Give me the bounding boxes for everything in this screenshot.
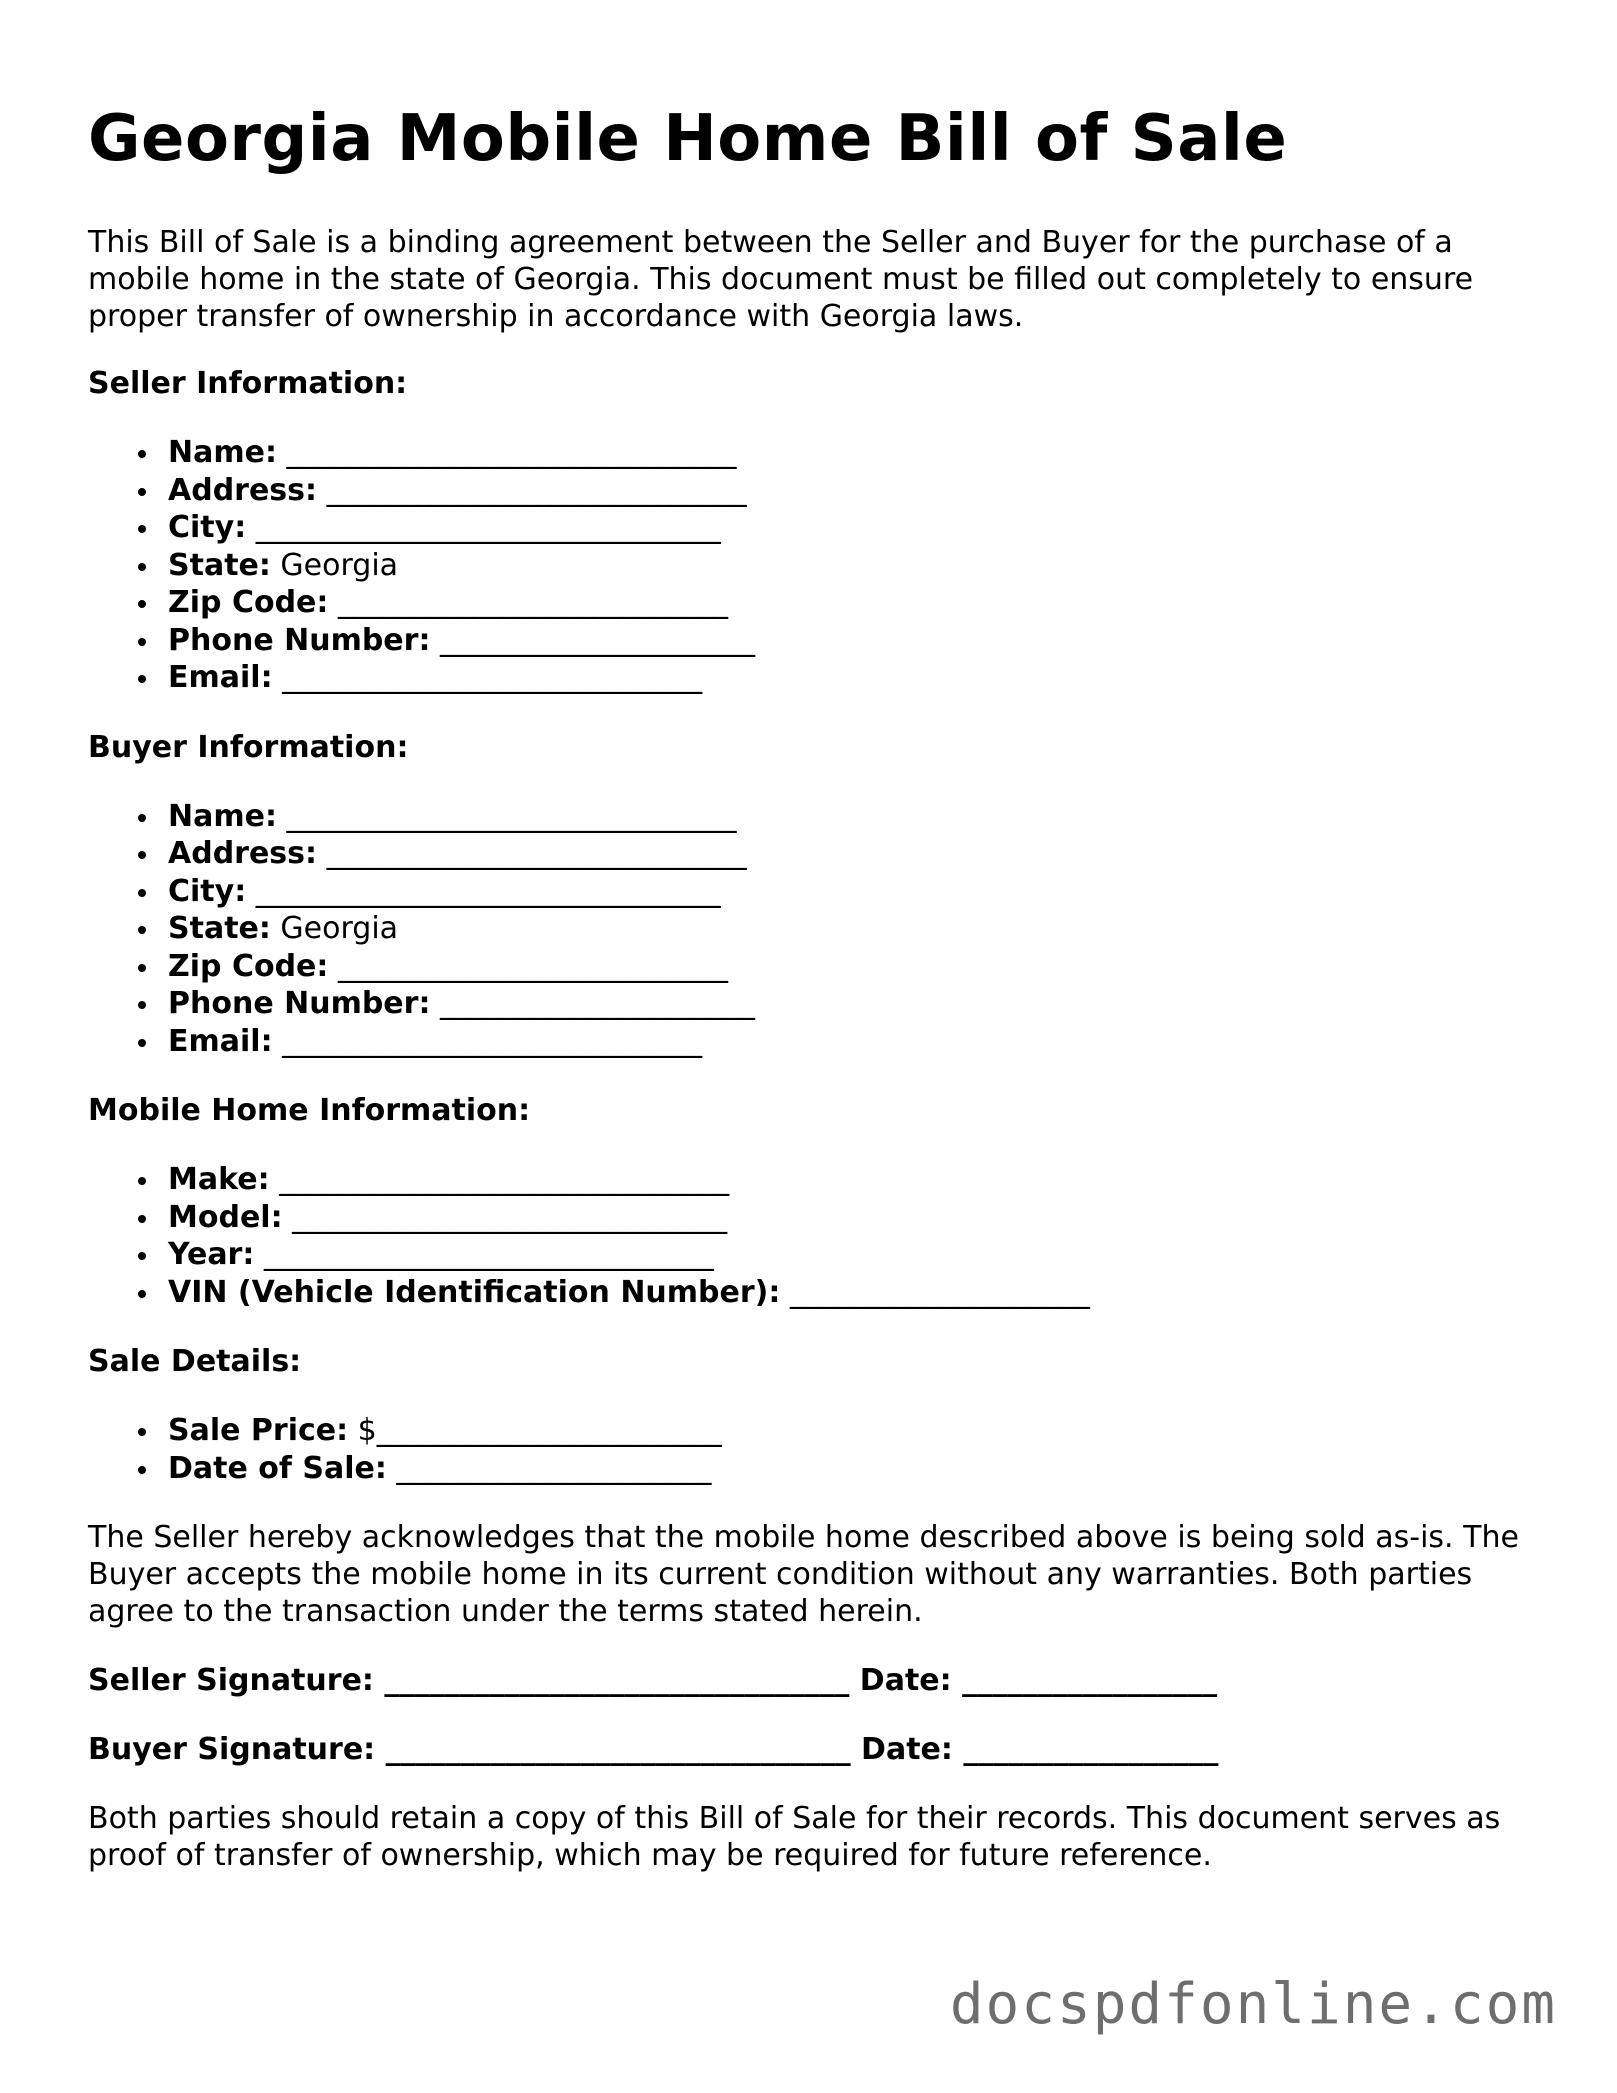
field-label: Make:: [168, 1162, 270, 1198]
seller-phone-field: [168, 622, 1548, 660]
seller-name-field: [168, 434, 1548, 472]
field-value: ______________________________: [276, 435, 737, 471]
mobile-home-fields: [88, 1161, 1548, 1311]
field-label: Zip Code:: [168, 948, 329, 984]
buyer-address-field: [168, 835, 1548, 873]
field-label: Model:: [168, 1199, 283, 1235]
field-value: __________________________: [328, 585, 728, 621]
date-of-sale-field: [168, 1450, 1548, 1488]
seller-heading: Seller Information:: [88, 366, 408, 402]
document-page: [88, 104, 1548, 1874]
vin-field: [168, 1274, 1548, 1312]
seller-signature-line: Seller Signature: _______________________________ Date: _________________: [88, 1663, 1218, 1699]
sale-price-field: [168, 1412, 1548, 1450]
document-title: Georgia Mobile Home Bill of Sale: [88, 102, 1288, 176]
field-value: ____________________________: [272, 660, 703, 696]
sale-details-heading: Sale Details:: [88, 1344, 302, 1380]
mobile-home-heading: Mobile Home Information:: [88, 1093, 531, 1129]
field-label: Name:: [168, 435, 277, 471]
make-field: [168, 1161, 1548, 1199]
seller-zip-field: [168, 584, 1548, 622]
field-label: Phone Number:: [168, 986, 431, 1022]
field-label: VIN (Vehicle Identification Number):: [168, 1274, 781, 1310]
field-label: State:: [168, 547, 271, 583]
field-value: _____________________: [430, 986, 755, 1022]
buyer-name-field: [168, 798, 1548, 836]
field-value: Georgia: [270, 547, 399, 583]
closing-paragraph: The Seller hereby acknowledges that the mobile home described above is being sold as-is. The Buyer accepts the mobile home in its current condition without any warranties. Both parties agree to the transaction under the terms stated herein.: [88, 1520, 1519, 1630]
seller-state-field: [168, 547, 1548, 585]
final-paragraph: Both parties should retain a copy of this Bill of Sale for their records. This document serves as proof of transfer of ownership, which may be required for future reference.: [88, 1801, 1501, 1874]
buyer-phone-field: [168, 985, 1548, 1023]
field-label: Zip Code:: [168, 585, 329, 621]
buyer-city-field: [168, 873, 1548, 911]
field-label: Sale Price:: [168, 1413, 349, 1449]
seller-address-field: [168, 472, 1548, 510]
field-value: ____________________: [780, 1274, 1090, 1310]
field-label: Phone Number:: [168, 622, 431, 658]
seller-city-field: [168, 509, 1548, 547]
buyer-email-field: [168, 1023, 1548, 1061]
field-value: ______________________________: [269, 1162, 730, 1198]
field-label: Date of Sale:: [168, 1450, 387, 1486]
field-value: _____________________________: [282, 1199, 728, 1235]
field-value: $_______________________: [348, 1413, 722, 1449]
field-label: State:: [168, 911, 271, 947]
field-label: Name:: [168, 798, 277, 834]
seller-email-field: [168, 659, 1548, 697]
buyer-state-field: [168, 910, 1548, 948]
field-value: _____________________: [386, 1450, 712, 1486]
field-value: _____________________: [430, 622, 755, 658]
field-value: ____________________________: [317, 836, 747, 872]
field-value: _______________________________: [246, 873, 721, 909]
field-value: _______________________________: [246, 510, 721, 546]
field-value: Georgia: [270, 911, 399, 947]
field-label: Year:: [168, 1237, 255, 1273]
watermark: docspdfonline.com: [949, 1972, 1557, 2037]
model-field: [168, 1199, 1548, 1237]
field-value: ______________________________: [254, 1237, 714, 1273]
field-label: City:: [168, 873, 247, 909]
buyer-zip-field: [168, 948, 1548, 986]
buyer-heading: Buyer Information:: [88, 729, 409, 765]
sale-details-fields: [88, 1412, 1548, 1487]
field-value: ____________________________: [317, 472, 747, 508]
field-label: Address:: [168, 472, 318, 508]
buyer-signature-line: Buyer Signature: _______________________________ Date: _________________: [88, 1732, 1219, 1768]
seller-fields: [88, 434, 1548, 697]
field-label: Address:: [168, 836, 318, 872]
field-label: Email:: [168, 660, 273, 696]
field-value: ____________________________: [272, 1023, 703, 1059]
intro-paragraph: This Bill of Sale is a binding agreement between the Seller and Buyer for the purchase of a mobile home in the state of Georgia. This document must be filled out completely to ensure proper transfer of ownership in accordance with Georgia laws.: [88, 225, 1474, 335]
field-value: __________________________: [328, 948, 728, 984]
field-label: City:: [168, 510, 247, 546]
field-value: ______________________________: [276, 798, 737, 834]
buyer-fields: [88, 798, 1548, 1061]
field-label: Email:: [168, 1023, 273, 1059]
year-field: [168, 1236, 1548, 1274]
